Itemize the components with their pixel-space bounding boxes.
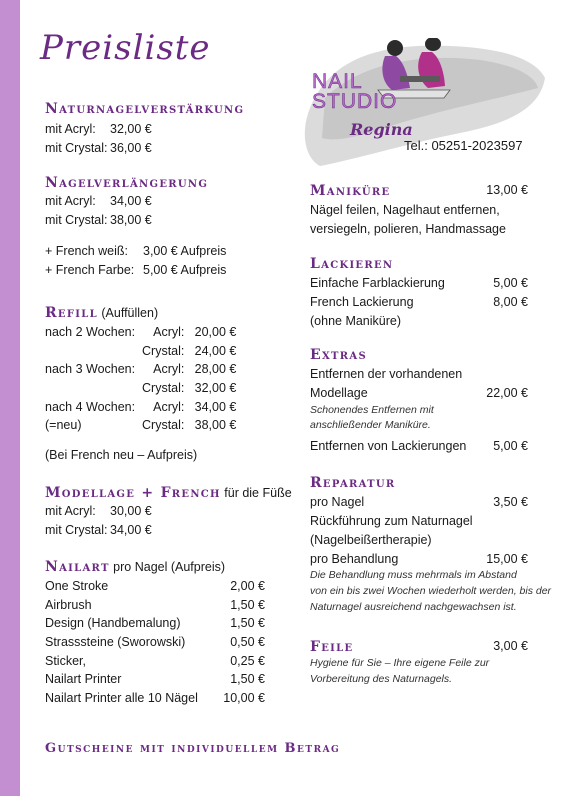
price-value: 1,50 € xyxy=(230,616,265,631)
price-row xyxy=(45,120,152,139)
price-row xyxy=(45,577,265,596)
extras-note-2: anschließender Maniküre. xyxy=(310,419,431,431)
heading-modellage-sub: für die Füße xyxy=(220,486,292,500)
heading-verlaengerung: Nagelverlängerung xyxy=(45,175,209,191)
refill-period: nach 3 Wochen: xyxy=(45,362,136,377)
price-value: 1,50 € xyxy=(230,597,265,612)
refill-material: Acryl: xyxy=(153,362,185,377)
price-value: 5,00 € Aufpreis xyxy=(143,262,227,277)
refill-period: nach 2 Wochen: xyxy=(45,325,136,340)
reparatur-line-2: Rückführung zum Naturnagel xyxy=(310,514,473,528)
reparatur-note-3: Naturnagel ausreichend nachgewachsen ist. xyxy=(310,601,517,613)
reparatur-line-4: pro Behandlung xyxy=(310,552,399,566)
price-row xyxy=(45,521,152,540)
heading-refill-title: Refill xyxy=(45,305,98,321)
reparatur-price-nagel: 3,50 € xyxy=(493,495,528,509)
price-label: One Stroke xyxy=(45,579,109,594)
extras-note-1: Schonendes Entfernen mit xyxy=(310,404,434,416)
refill-period: (=neu) xyxy=(45,418,82,433)
refill-period xyxy=(45,379,142,398)
refill-price: 38,00 € xyxy=(194,418,237,433)
price-value: 32,00 € xyxy=(110,122,152,137)
modellage-prices xyxy=(45,502,152,539)
price-value: 38,00 € xyxy=(110,212,152,227)
price-value: 0,50 € xyxy=(230,635,265,650)
extras-line-3: Entfernen von Lackierungen xyxy=(310,439,467,453)
refill-material: Crystal: xyxy=(142,418,185,433)
logo-name: Regina xyxy=(350,120,413,139)
logo-line-nail: NAIL xyxy=(312,70,363,93)
feile-note-2: Vorbereitung des Naturnagels. xyxy=(310,673,453,685)
extras-price-lack: 5,00 € xyxy=(493,439,528,453)
price-label: mit Acryl: xyxy=(45,194,96,209)
price-value: 34,00 € xyxy=(110,194,152,209)
heading-refill xyxy=(45,305,158,321)
refill-row xyxy=(45,397,236,416)
lackieren-note: (ohne Maniküre) xyxy=(310,314,402,328)
extras-line-1: Entfernen der vorhandenen xyxy=(310,367,463,381)
verlaengerung-prices xyxy=(45,192,152,229)
naturnagel-prices xyxy=(45,120,152,157)
feile-price: 3,00 € xyxy=(493,639,528,653)
price-label: Airbrush xyxy=(45,597,92,612)
heading-reparatur: Reparatur xyxy=(310,475,396,491)
price-row xyxy=(45,633,265,652)
heading-lackieren: Lackieren xyxy=(310,256,394,272)
refill-row xyxy=(45,360,236,379)
price-label: Nailart Printer alle 10 Nägel xyxy=(45,690,198,705)
price-label: French Lackierung xyxy=(310,294,414,309)
price-row xyxy=(45,242,226,261)
price-value: 0,25 € xyxy=(230,653,265,668)
refill-price: 34,00 € xyxy=(194,399,237,414)
price-value: 34,00 € xyxy=(110,522,152,537)
price-row xyxy=(45,689,265,708)
price-row xyxy=(45,502,152,521)
feile-note-1: Hygiene für Sie – Ihre eigene Feile zur xyxy=(310,657,490,669)
price-value: 5,00 € xyxy=(493,276,528,291)
manikuere-desc-2: versiegeln, polieren, Handmassage xyxy=(310,222,506,236)
phone-number: Tel.: 05251-2023597 xyxy=(404,138,523,153)
left-accent-stripe xyxy=(0,0,20,796)
heading-manikuere: Maniküre xyxy=(310,183,391,199)
price-row xyxy=(310,274,528,293)
reparatur-line-3: (Nagelbeißertherapie) xyxy=(310,533,432,547)
heading-modellage xyxy=(45,485,292,501)
price-row xyxy=(45,670,265,689)
heading-nailart-sub: pro Nagel (Aufpreis) xyxy=(109,560,226,574)
price-label: mit Crystal: xyxy=(45,140,108,155)
heading-nailart xyxy=(45,559,225,575)
refill-period xyxy=(45,342,142,361)
refill-row xyxy=(45,323,236,342)
price-value: 2,00 € xyxy=(230,579,265,594)
heading-modellage-title: Modellage + French xyxy=(45,485,221,501)
lackieren-prices xyxy=(310,274,528,311)
reparatur-note-2: von ein bis zwei Wochen wiederholt werden, bis der xyxy=(310,585,552,597)
price-value: 10,00 € xyxy=(223,690,265,705)
reparatur-line-1: pro Nagel xyxy=(310,495,365,509)
price-value: 1,50 € xyxy=(230,672,265,687)
price-label: Einfache Farblackierung xyxy=(310,276,445,291)
price-value: 30,00 € xyxy=(110,504,152,519)
refill-material: Acryl: xyxy=(153,325,185,340)
price-label: Sticker, xyxy=(45,653,86,668)
price-label: Strasssteine (Sworowski) xyxy=(45,635,186,650)
logo-wordmark xyxy=(312,72,397,112)
price-label: + French Farbe: xyxy=(45,262,135,277)
manikuere-desc-1: Nägel feilen, Nagelhaut entfernen, xyxy=(310,203,500,217)
refill-price: 28,00 € xyxy=(194,362,237,377)
price-label: + French weiß: xyxy=(45,244,129,259)
price-label: Design (Handbemalung) xyxy=(45,616,181,631)
price-value: 8,00 € xyxy=(493,294,528,309)
price-row xyxy=(45,211,152,230)
refill-prices xyxy=(45,323,236,435)
heading-nailart-title: Nailart xyxy=(45,559,110,575)
refill-material: Acryl: xyxy=(153,399,185,414)
nailart-prices xyxy=(45,577,265,707)
price-row xyxy=(45,192,152,211)
extras-price-modellage: 22,00 € xyxy=(486,386,528,400)
voucher-footer: Gutscheine mit individuellem Betrag xyxy=(45,741,341,756)
refill-period: nach 4 Wochen: xyxy=(45,399,136,414)
price-value: 3,00 € Aufpreis xyxy=(143,244,227,259)
price-value: 36,00 € xyxy=(110,140,152,155)
page-title: Preisliste xyxy=(40,28,211,68)
price-row xyxy=(45,261,226,280)
heading-refill-sub: (Auffüllen) xyxy=(97,306,159,320)
extras-line-2: Modellage xyxy=(310,386,368,400)
price-row xyxy=(45,139,152,158)
refill-row xyxy=(45,416,236,435)
price-label: Nailart Printer xyxy=(45,672,122,687)
manikuere-price: 13,00 € xyxy=(486,183,528,197)
price-label: mit Crystal: xyxy=(45,212,108,227)
refill-price: 24,00 € xyxy=(194,343,237,358)
price-label: mit Crystal: xyxy=(45,522,108,537)
price-label: mit Acryl: xyxy=(45,504,96,519)
refill-price: 20,00 € xyxy=(194,325,237,340)
price-row xyxy=(45,614,265,633)
refill-note: (Bei French neu – Aufpreis) xyxy=(45,448,198,462)
refill-row xyxy=(45,342,236,361)
reparatur-note-1: Die Behandlung muss mehrmals im Abstand xyxy=(310,569,517,581)
price-row xyxy=(45,596,265,615)
refill-price: 32,00 € xyxy=(194,381,237,396)
logo-line-studio: STUDIO xyxy=(312,90,398,113)
heading-naturnagel: Naturnagelverstärkung xyxy=(45,101,245,117)
refill-material: Crystal: xyxy=(142,381,185,396)
price-row xyxy=(45,651,265,670)
heading-extras: Extras xyxy=(310,347,367,363)
refill-material: Crystal: xyxy=(142,343,185,358)
heading-feile: Feile xyxy=(310,639,354,655)
price-label: mit Acryl: xyxy=(45,122,96,137)
french-surcharges xyxy=(45,242,226,279)
reparatur-price-behandlung: 15,00 € xyxy=(486,552,528,566)
price-row xyxy=(310,293,528,312)
refill-row xyxy=(45,379,236,398)
